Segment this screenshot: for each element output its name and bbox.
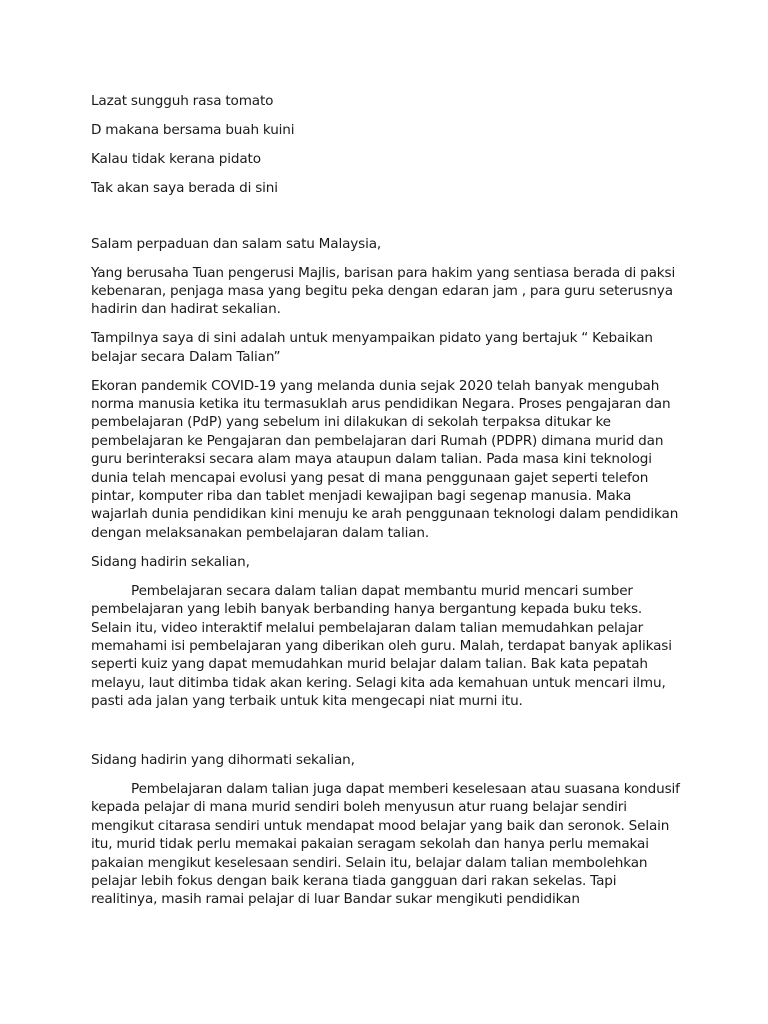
body-paragraph: Pembelajaran dalam talian juga dapat memberi keselesaan atau suasana kondusif kepada pelajar di mana murid sendiri boleh menyusun atur ruang belajar sendiri mengikut citarasa sendiri untuk mendapat mood belajar yang baik dan seronok. Selain itu, murid tidak perlu memakai pakaian seragam sekolah dan hanya perlu memakai pakaian mengikut keselesaan sendiri. Selain itu, belajar dalam talian membolehkan pelajar lebih fokus dengan baik kerana tiada gangguan dari rakan sekelas. Tapi realitinya, masih ramai pelajar di luar Bandar sukar mengikuti pendidikan (91, 780, 680, 908)
pantun-line: Kalau tidak kerana pidato (91, 151, 261, 168)
salutation-paragraph: Yang berusaha Tuan pengerusi Majlis, barisan para hakim yang sentiasa berada di paksi kebenaran, penjaga masa yang begitu peka dengan edaran jam , para guru seterusnya hadirin dan hadirat sekalian. (91, 264, 676, 318)
address-line: Sidang hadirin sekalian, (91, 553, 250, 570)
title-paragraph: Tampilnya saya di sini adalah untuk menyampaikan pidato yang bertajuk “ Kebaikan belajar secara Dalam Talian” (91, 330, 653, 365)
opening-pantun (91, 92, 683, 198)
pantun-line: D makana bersama buah kuini (91, 122, 295, 139)
body-paragraph: Pembelajaran secara dalam talian dapat membantu murid mencari sumber pembelajaran yang lebih banyak berbanding hanya bergantung kepada buku teks. Selain itu, video interaktif melalui pembelajaran dalam talian memudahkan pelajar memahami isi pembelajaran yang diberikan oleh guru. Malah, terdapat banyak aplikasi seperti kuiz yang dapat memudahkan murid belajar dalam talian. Bak kata pepatah melayu, laut ditimba tidak akan kering. Selagi kita ada kemahuan untuk mencari ilmu, pasti ada jalan yang terbaik untuk kita mengecapi niat murni itu. (91, 582, 672, 710)
greeting: Salam perpaduan dan salam satu Malaysia, (91, 235, 382, 252)
pantun-line: Lazat sungguh rasa tomato (91, 93, 274, 109)
paragraph-gap (91, 721, 683, 751)
pantun-line: Tak akan saya berada di sini (91, 180, 278, 197)
address-line: Sidang hadirin yang dihormati sekalian, (91, 752, 355, 769)
document-body (91, 92, 683, 919)
introduction-paragraph: Ekoran pandemik COVID-19 yang melanda dunia sejak 2020 telah banyak mengubah norma manusia ketika itu termasuklah arus pendidikan Negara. Proses pengajaran dan pembelajaran (PdP) yang sebelum ini dilakukan di sekolah terpaksa ditukar ke pembelajaran ke Pengajaran dan pembelajaran dari Rumah (PDPR) dimana murid dan guru berinteraksi secara alam maya ataupun dalam talian. Pada masa kini teknologi dunia telah mencapai evolusi yang pesat di mana penggunaan gajet seperti telefon pintar, komputer riba dan tablet menjadi kewajipan bagi segenap manusia. Maka wajarlah dunia pendidikan kini menuju ke arah penggunaan teknologi dalam pendidikan dengan melaksanakan pembelajaran dalam talian. (91, 377, 679, 541)
